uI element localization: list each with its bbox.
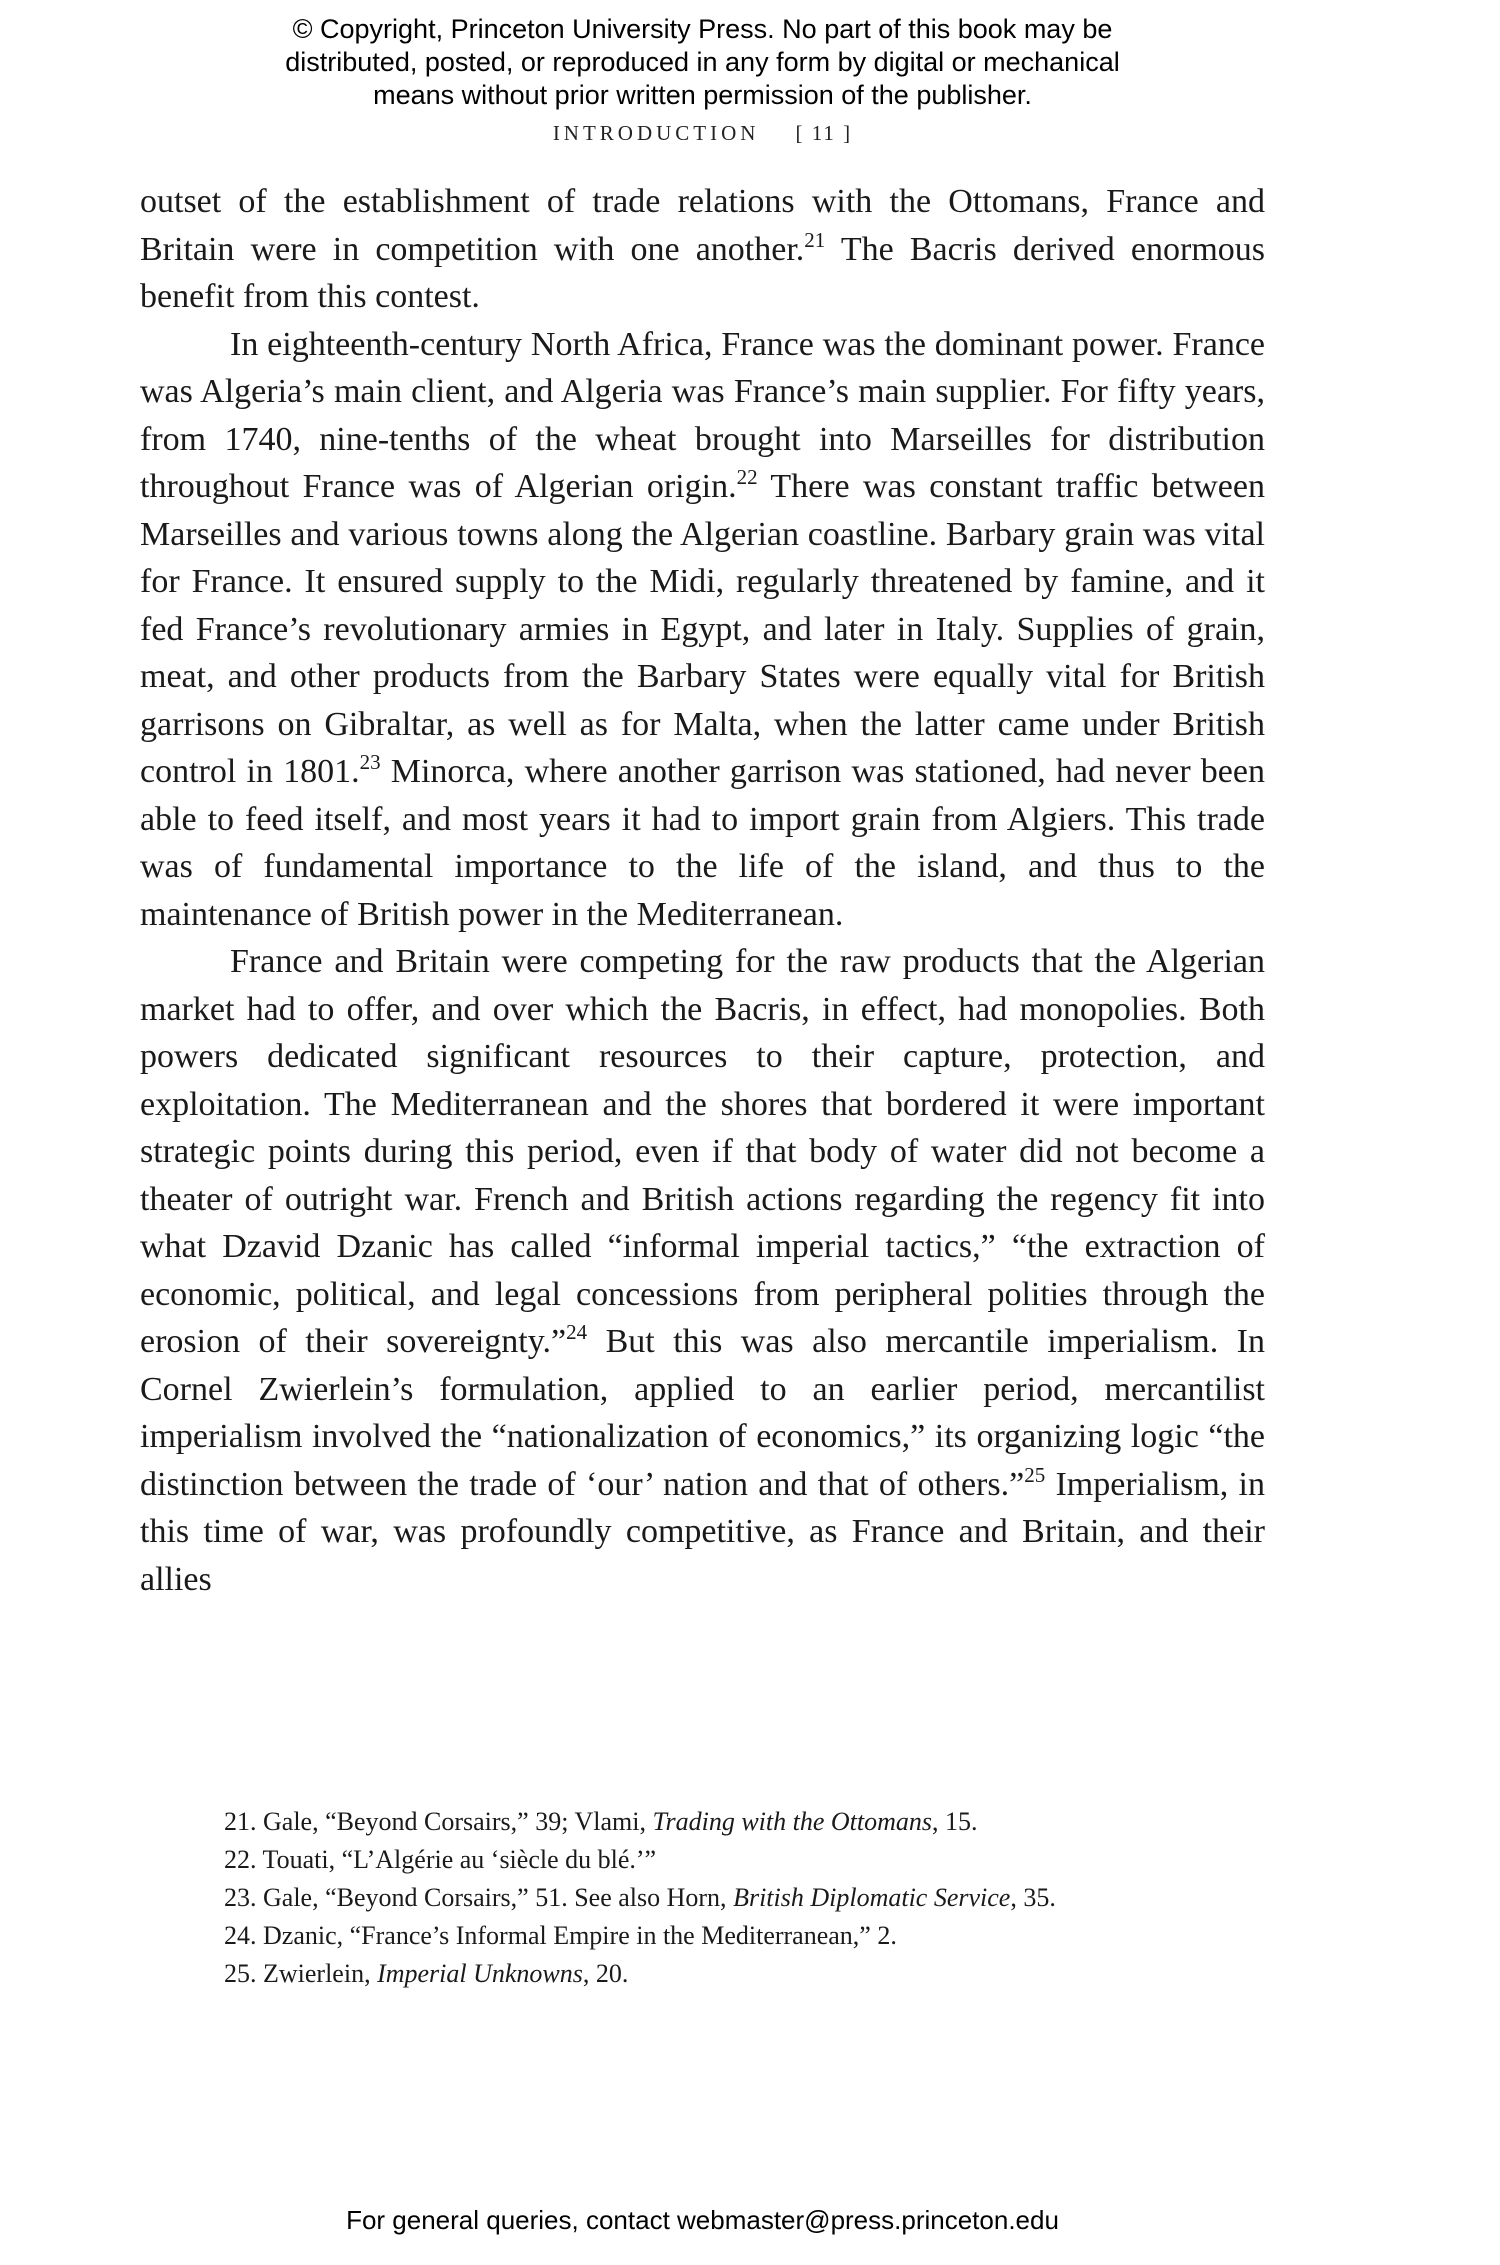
copyright-notice (140, 13, 1265, 112)
paragraph: outset of the establishment of trade relations with the Ottomans, France and Britain were in competition with one another.$^{21}$ The Bacris derived enormous benefit from this contest. (140, 183, 1265, 315)
copyright-line: means without prior written permission of the publisher. (373, 80, 1032, 110)
footnote: 21. Gale, “Beyond Corsairs,” 39; Vlami, Trading with the Ottomans, 15. (224, 1807, 978, 1836)
footnote: 22. Touati, “L’Algérie au ‘siècle du blé.’” (224, 1845, 657, 1874)
book-page (140, 0, 1265, 2265)
page-footer (140, 2204, 1265, 2236)
footnote-marker: 24 (566, 1320, 588, 1344)
footnote: 25. Zwierlein, Imperial Unknowns, 20. (224, 1959, 629, 1988)
copyright-line: distributed, posted, or reproduced in any form by digital or mechanical (285, 47, 1120, 77)
paragraph: France and Britain were competing for the raw products that the Algerian market had to offer, and over which the Bacris, in effect, had monopolies. Both powers dedicated significant resources to their capture, protection, and exploitation. The Mediterranean and the shores that bordered it were important strategic points during this period, even if that body of water did not become a theater of outright war. French and British actions regarding the regency fit into what Dzavid Dzanic has called “informal imperial tactics,” “the extraction of economic, political, and legal concessions from peripheral polities through the erosion of their sovereignty.”$^{24}$ But this was also mercantile imperialism. In Cornel Zwierlein’s formulation, applied to an earlier period, mercantilist imperialism involved the “nationalization of economics,” its organizing logic “the distinction between the trade of ‘our’ nation and that of others.”$^{25}$ Imperialism, in this time of war, was profoundly competitive, as France and Britain, and their allies (140, 943, 1265, 1598)
paragraph: In eighteenth-century North Africa, France was the dominant power. France was Algeria’s main client, and Algeria was France’s main supplier. For fifty years, from 1740, nine-tenths of the wheat brought into Marseilles for distribution throughout France was of Algerian origin.$^{22}$ There was constant traffic between Marseilles and various towns along the Algerian coastline. Barbary grain was vital for France. It ensured supply to the Midi, regularly threatened by famine, and it fed France’s revolutionary armies in Egypt, and later in Italy. Supplies of grain, meat, and other products from the Barbary States were equally vital for British garrisons on Gibraltar, as well as for Malta, when the latter came under British control in 1801.23 Minorca, where another garrison was stationed, had never been able to feed itself, and most years it had to import grain from Algiers. This trade was of fundamental importance to the life of the island, and thus to the maintenance of British power in the Mediterranean. (140, 325, 1265, 933)
running-head-section: INTRODUCTION (552, 121, 760, 145)
footnote-marker: 25 (1024, 1462, 1046, 1487)
italic-title: British Diplomatic Service (733, 1883, 1011, 1912)
footnote: 24. Dzanic, “France’s Informal Empire in the Mediterranean,” 2. (224, 1921, 897, 1950)
running-head-folio: [ 11 ] (795, 121, 853, 145)
footnotes (140, 1803, 1265, 1993)
italic-title: Trading with the Ottomans (652, 1807, 932, 1836)
running-head (140, 121, 1265, 146)
copyright-line: © Copyright, Princeton University Press. No part of this book may be (292, 14, 1113, 44)
footnote-marker: 22 (736, 465, 758, 489)
footnote-marker: 23 (359, 750, 381, 774)
body-text (140, 178, 1265, 1603)
footnote: 23. Gale, “Beyond Corsairs,” 51. See also Horn, British Diplomatic Service, 35. (224, 1883, 1056, 1912)
footer-contact-text: For general queries, contact webmaster@press.princeton.edu (346, 2205, 1059, 2235)
italic-title: Imperial Unknowns (377, 1959, 583, 1988)
footnote-marker: 21 (804, 227, 826, 252)
